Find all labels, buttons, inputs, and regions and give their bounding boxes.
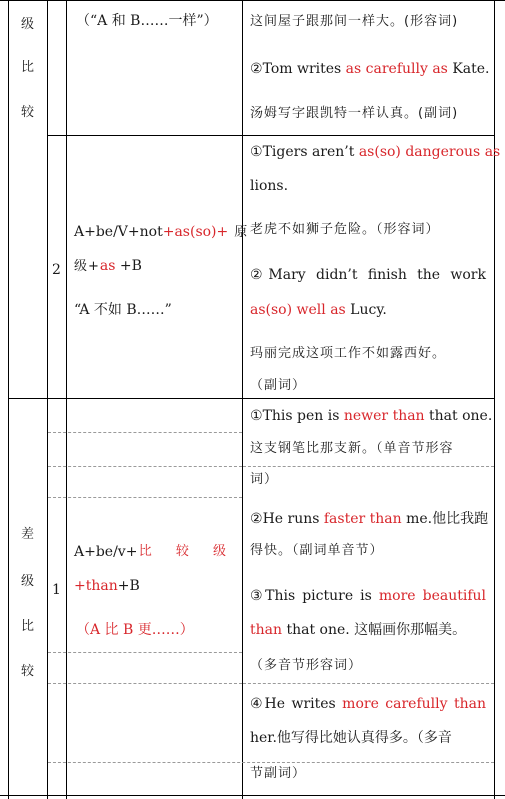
row-divider-dashed bbox=[243, 683, 494, 684]
example-cn: （副词） bbox=[250, 378, 307, 393]
example-sentence: ②Mary didn’t finish the work bbox=[250, 267, 486, 283]
row-divider-dashed bbox=[48, 652, 242, 653]
example-sentence: as(so) well as Lucy. bbox=[250, 302, 387, 318]
example-cn: 老虎不如狮子危险。（形容词） bbox=[250, 222, 440, 237]
table-border-right bbox=[494, 0, 495, 799]
example-sentence: ③This picture is more beautiful bbox=[250, 588, 486, 604]
formula: +than+B bbox=[74, 578, 140, 594]
formula: A+be/v+ 比 较 级 bbox=[74, 544, 236, 560]
example-cn: （多音节形容词） bbox=[250, 658, 363, 673]
example-cn: 玛丽完成这项工作不如露西好。 bbox=[250, 346, 447, 361]
column-divider bbox=[242, 0, 243, 799]
row-divider-dashed bbox=[48, 432, 242, 433]
formula-meaning: （A 比 B 更……） bbox=[76, 622, 194, 638]
example-sentence: than that one. 这幅画你那幅美。 bbox=[250, 622, 467, 638]
section-divider bbox=[8, 398, 495, 399]
example-sentence: her.他写得比她认真得多。（多音 bbox=[250, 730, 452, 746]
column-divider bbox=[47, 0, 48, 799]
example-sentence: lions. bbox=[250, 178, 289, 194]
row-divider-dashed bbox=[243, 466, 494, 467]
row-divider-dashed bbox=[48, 683, 242, 684]
example-cn: 词） bbox=[250, 472, 279, 487]
row-divider-dashed bbox=[48, 762, 494, 763]
formula: 级+as +B bbox=[74, 258, 142, 274]
formula-meaning: “A 不如 B……” bbox=[74, 302, 172, 318]
row-number: 1 bbox=[52, 582, 61, 598]
row-divider-dashed bbox=[48, 497, 242, 498]
example-cn: 汤姆写字跟凯特一样认真。(副词) bbox=[250, 106, 459, 121]
formula: （“A 和 B……一样”） bbox=[76, 13, 218, 29]
example-cn: 这间屋子跟那间一样大。(形容词) bbox=[250, 14, 459, 29]
example-cn: 得快。（副词单音节） bbox=[250, 543, 384, 558]
row-divider bbox=[47, 135, 495, 136]
example-sentence: ②He runs faster than me.他比我跑 bbox=[250, 511, 489, 527]
table-border-top bbox=[0, 0, 505, 1]
example-sentence: ①This pen is newer than that one. bbox=[250, 408, 493, 424]
example-cn: 节副词） bbox=[250, 766, 307, 781]
table-border-bottom bbox=[0, 795, 505, 796]
formula: A+be/V+not+as(so)+ 原 bbox=[74, 224, 249, 240]
row-number: 2 bbox=[52, 262, 61, 278]
example-cn: 这支钢笔比那支新。（单音节形容 bbox=[250, 441, 454, 456]
example-sentence: ①Tigers aren’t as(so) dangerous as bbox=[250, 144, 501, 160]
row-divider-dashed bbox=[48, 466, 242, 467]
example-sentence: ④He writes more carefully than bbox=[250, 696, 486, 712]
table-border-left bbox=[8, 0, 9, 799]
column-divider bbox=[66, 0, 67, 799]
example-sentence: ②Tom writes as carefully as Kate. bbox=[250, 61, 490, 77]
